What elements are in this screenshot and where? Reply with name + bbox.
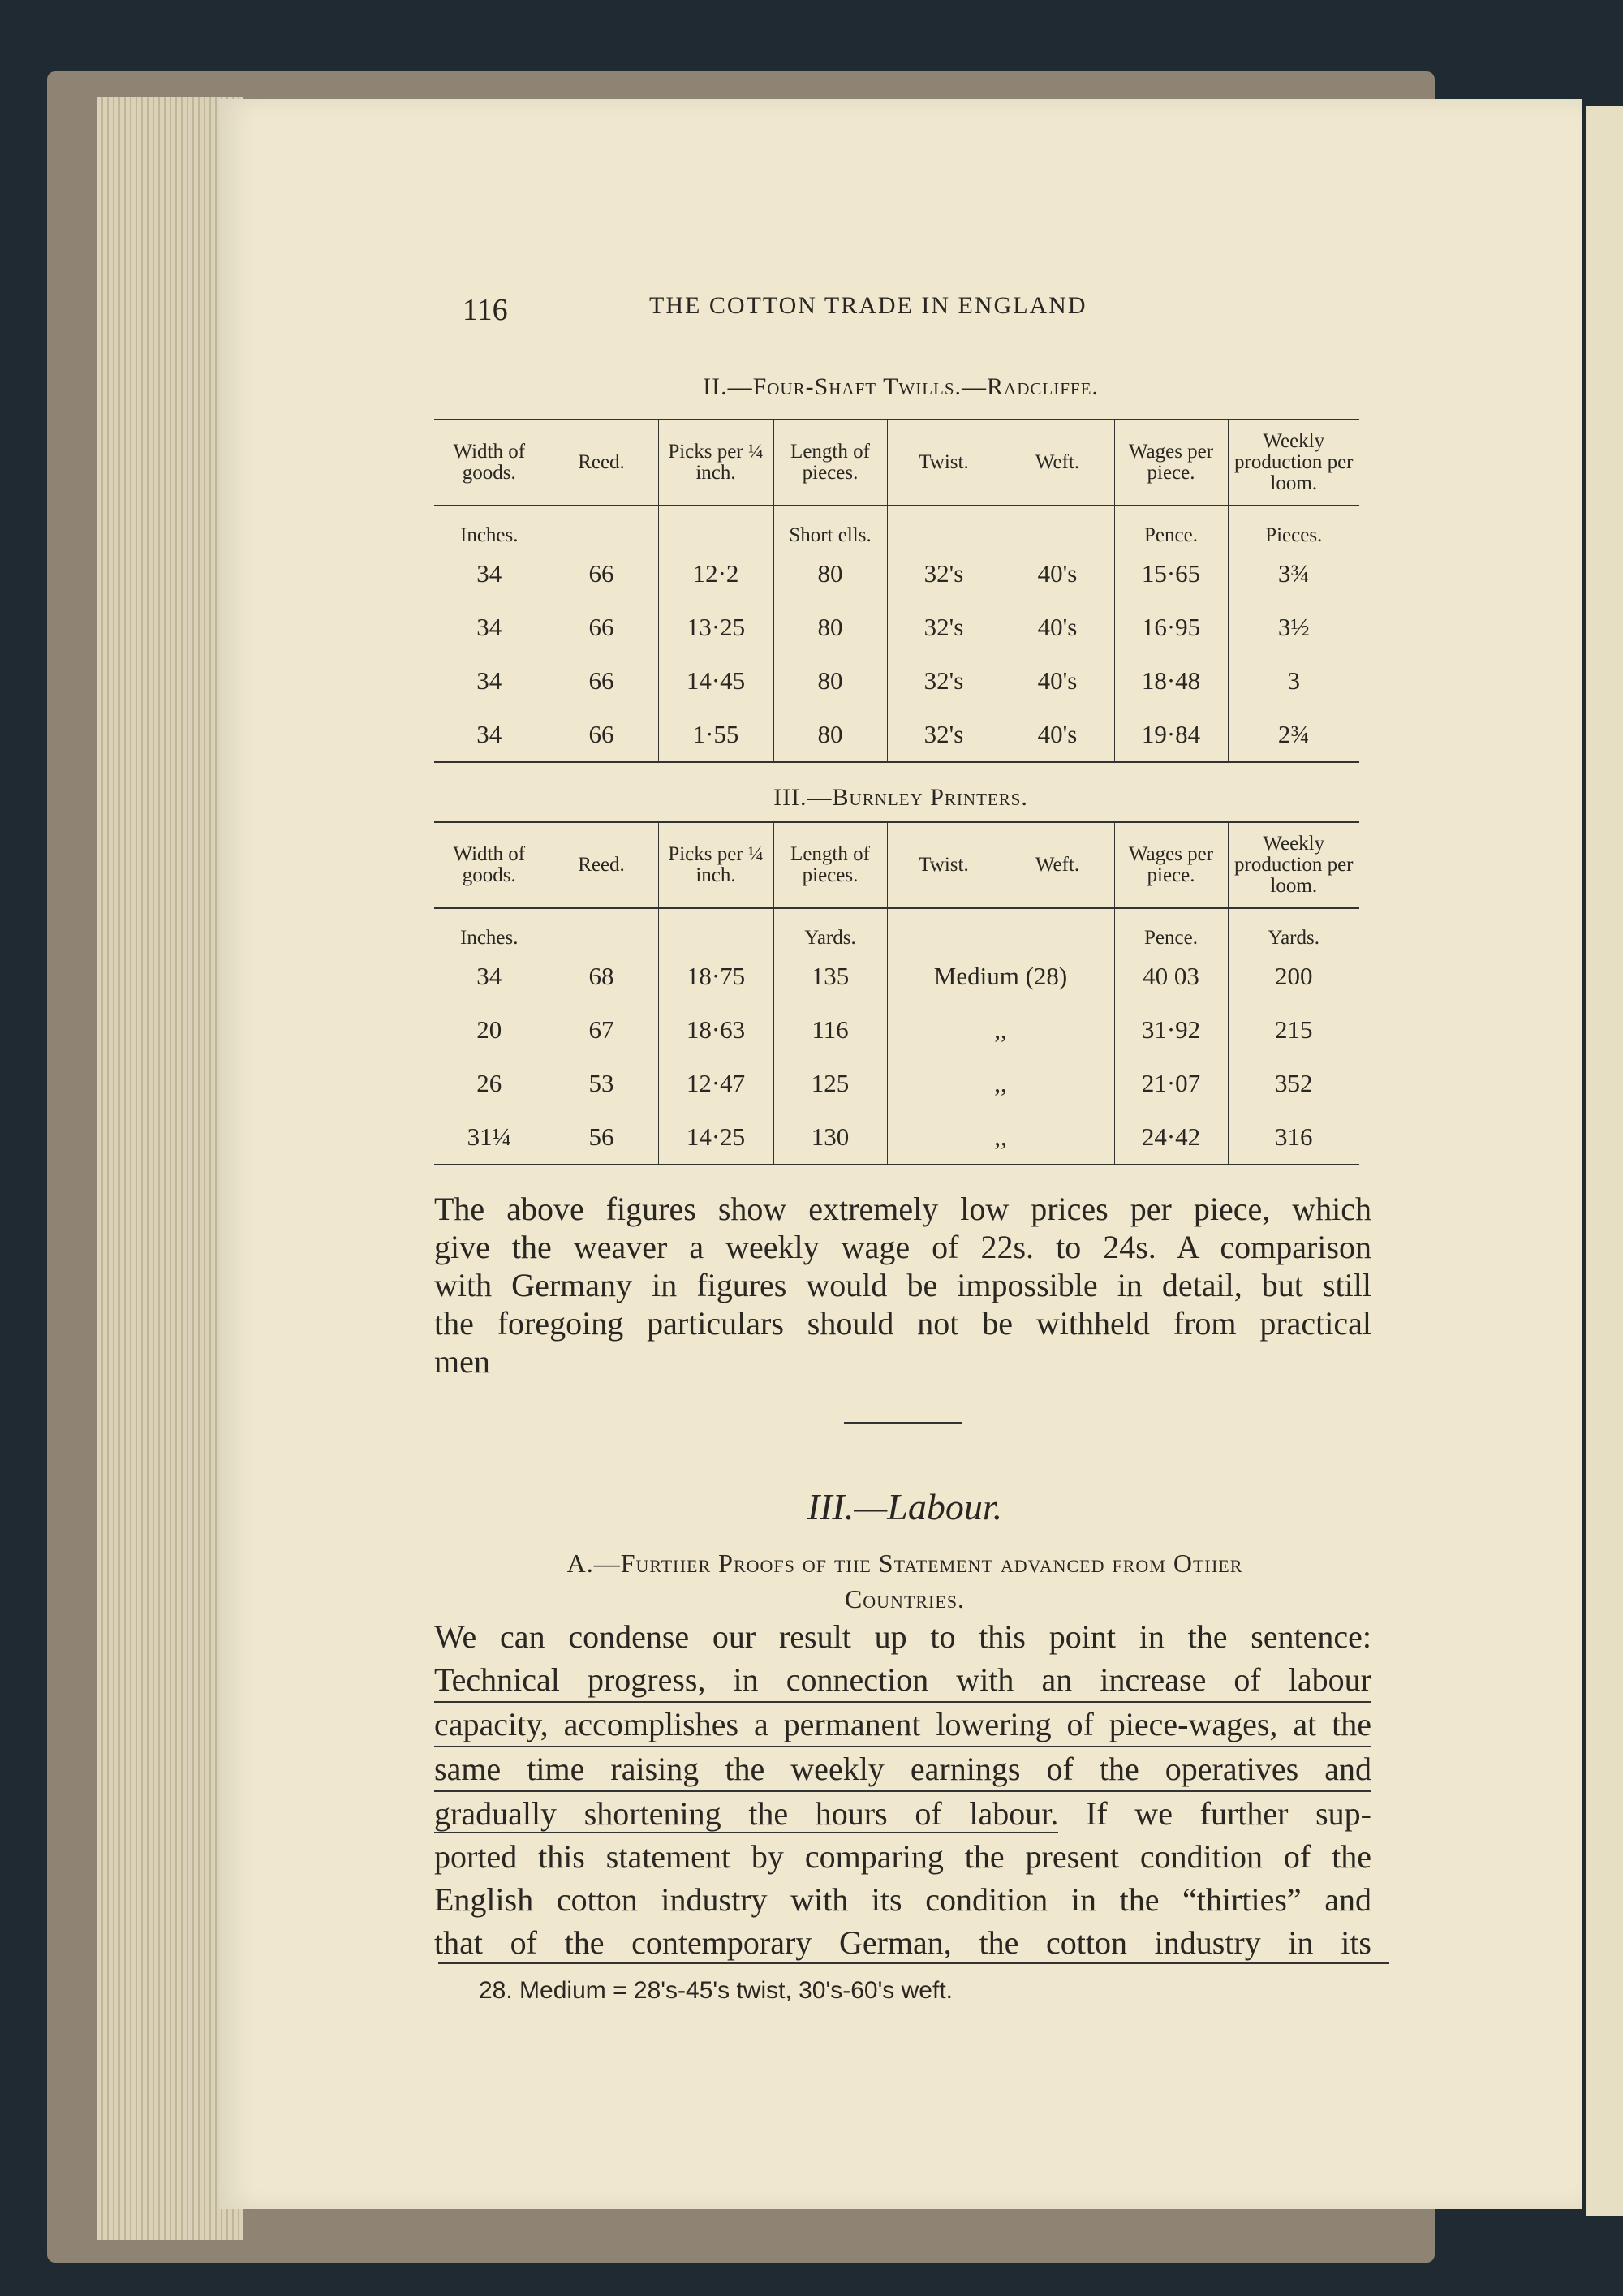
table-row [434,950,1359,1003]
table-cell: 40's [1001,601,1114,654]
table-cell: 66 [545,654,658,708]
table-cell: 14·45 [658,654,773,708]
text-fragment: If we further sup- [1086,1795,1372,1832]
table-cell: 53 [545,1057,658,1110]
t2-header-length: Length of pieces. [773,822,887,908]
table-cell: 116 [773,1003,887,1057]
text-line: give the weaver a weekly wage of 22s. to 24s. A comparison [434,1229,1371,1265]
table-cell: 66 [545,547,658,601]
t2-header-production: Weekly production per loom. [1228,822,1359,908]
table-row [434,601,1359,654]
table-cell: 80 [773,654,887,708]
text-line [434,1792,1371,1835]
t2-header-twist: Twist. [887,822,1001,908]
table-cell: 20 [476,1015,502,1044]
text-line: The above figures show extremely low prices per piece, which [434,1191,1371,1227]
table-cell: 215 [1228,1003,1359,1057]
table-cell: 12·47 [658,1057,773,1110]
table-cell: 68 [545,950,658,1003]
table-row [434,1003,1359,1057]
table-cell: 135 [773,950,887,1003]
table-cell: 26 [476,1069,502,1097]
t1-unit: Pence. [1114,506,1228,547]
table-cell: 40 03 [1114,950,1228,1003]
table-cell: 18·75 [658,950,773,1003]
t2-unit [658,908,773,950]
subheading-line: A.—Further Proofs of the Statement advanced from Other [566,1549,1243,1578]
table1-unit-row [434,506,1359,547]
page-number: 116 [463,293,508,327]
table-cell: 15·65 [1114,547,1228,601]
section-subheading [438,1545,1371,1617]
underlined-line: Technical progress, in connection with an increase of labour [434,1658,1371,1703]
table-cell: 19·84 [1114,708,1228,762]
table-cell: 56 [545,1110,658,1165]
underlined-phrase: gradually shortening the hours of labour. [434,1795,1059,1832]
t1-header-production: Weekly production per loom. [1228,420,1359,506]
table-cell: ,, [887,1057,1114,1110]
table1-header-row [434,420,1359,506]
text-line: English cotton industry with its condition in the “thirties” and [434,1881,1371,1918]
t1-unit: Pieces. [1228,506,1359,547]
t1-unit: Short ells. [773,506,887,547]
t2-unit: Yards. [1228,908,1359,950]
running-title: THE COTTON TRADE IN ENGLAND [649,292,1087,319]
underlined-line: capacity, accomplishes a permanent lowering of piece-wages, at the [434,1703,1371,1747]
table-cell: 80 [773,601,887,654]
table2-header-row [434,822,1359,908]
table-cell: Medium (28) [887,950,1114,1003]
table-cell: 3¾ [1228,547,1359,601]
table1-title: II.—Four-Shaft Twills.—Radcliffe. [703,373,1099,400]
t2-header-weft: Weft. [1001,822,1114,908]
t1-header-weft: Weft. [1001,420,1114,506]
t2-unit: Yards. [773,908,887,950]
text-line: the foregoing particulars should not be withheld from practical [434,1305,1371,1342]
table-cell: 40's [1001,547,1114,601]
table2 [434,821,1359,1165]
table-row [434,1057,1359,1110]
table-cell: 1·55 [658,708,773,762]
table-cell: 14·25 [658,1110,773,1165]
t2-header-reed: Reed. [545,822,658,908]
table-cell: 125 [773,1057,887,1110]
text-line: ported this statement by comparing the present condition of the [434,1838,1371,1875]
t1-unit [545,506,658,547]
table-cell: 12·2 [658,547,773,601]
t2-unit-twist-weft [887,908,1114,950]
t1-header-picks: Picks per ¼ inch. [658,420,773,506]
table-cell: 18·63 [658,1003,773,1057]
paragraph-figures [434,1190,1371,1381]
table2-title: III.—Burnley Printers. [773,784,1028,811]
footnote-rule [438,1962,1389,1964]
table-cell: 66 [545,601,658,654]
t1-header-twist: Twist. [887,420,1001,506]
table-row [434,708,1359,762]
t2-unit: Inches. [460,927,519,949]
t2-unit [545,908,658,950]
t2-unit: Pence. [1114,908,1228,950]
section-title: III.—Labour. [807,1486,1003,1527]
t2-header-picks: Picks per ¼ inch. [658,822,773,908]
table-cell: 16·95 [1114,601,1228,654]
text-line: that of the contemporary German, the cotton industry in its [434,1924,1371,1961]
underlined-line: same time raising the weekly earnings of the operatives and [434,1747,1371,1792]
text-line: with Germany in figures would be impossible in detail, but still [434,1267,1371,1303]
table-row [434,547,1359,601]
paragraph-labour [434,1615,1371,1964]
table1 [434,419,1359,763]
t1-unit [658,506,773,547]
table-cell: ,, [887,1110,1114,1165]
table-cell: 3 [1228,654,1359,708]
t1-header-length: Length of pieces. [773,420,887,506]
table2-unit-row [434,908,1359,950]
table-cell: 80 [773,547,887,601]
table-cell: 13·25 [658,601,773,654]
section-divider [844,1422,962,1424]
t1-unit [1001,506,1114,547]
table-cell: 18·48 [1114,654,1228,708]
table-cell: 24·42 [1114,1110,1228,1165]
table-cell: 21·07 [1114,1057,1228,1110]
text-line: We can condense our result up to this point in the sentence: [434,1618,1371,1655]
table-row [434,1110,1359,1165]
next-page-edge [1586,106,1623,2216]
table-cell: 34 [476,559,502,588]
table-cell: 316 [1228,1110,1359,1165]
table-cell: 32's [887,708,1001,762]
table-cell: ,, [887,1003,1114,1057]
text-line: men [434,1343,490,1380]
table-cell: 34 [476,666,502,695]
table-cell: 130 [773,1110,887,1165]
t2-header-width: Width of goods. [434,822,545,908]
table-cell: 40's [1001,708,1114,762]
table-cell: 200 [1228,950,1359,1003]
table-cell: 31¼ [434,1110,545,1165]
table-cell: 3½ [1228,601,1359,654]
table-cell: 80 [773,708,887,762]
table-cell: 32's [887,654,1001,708]
subheading-line: Countries. [844,1584,966,1613]
t2-header-wages: Wages per piece. [1114,822,1228,908]
t1-header-wages: Wages per piece. [1114,420,1228,506]
table-cell: 34 [476,613,502,641]
table-row [434,654,1359,708]
table-cell: 40's [1001,654,1114,708]
table-cell: 32's [887,547,1001,601]
table-cell: 32's [887,601,1001,654]
table-cell: 31·92 [1114,1003,1228,1057]
t1-unit [887,506,1001,547]
table-cell: 67 [545,1003,658,1057]
table-cell: 352 [1228,1057,1359,1110]
table-cell: 66 [545,708,658,762]
table-cell: 34 [434,708,545,762]
table-cell: 34 [476,962,502,990]
table-cell: 2¾ [1228,708,1359,762]
footnote: 28. Medium = 28's-45's twist, 30's-60's weft. [479,1977,953,2004]
t1-header-width: Width of goods. [434,420,545,506]
t1-header-reed: Reed. [545,420,658,506]
t1-unit: Inches. [460,524,519,546]
